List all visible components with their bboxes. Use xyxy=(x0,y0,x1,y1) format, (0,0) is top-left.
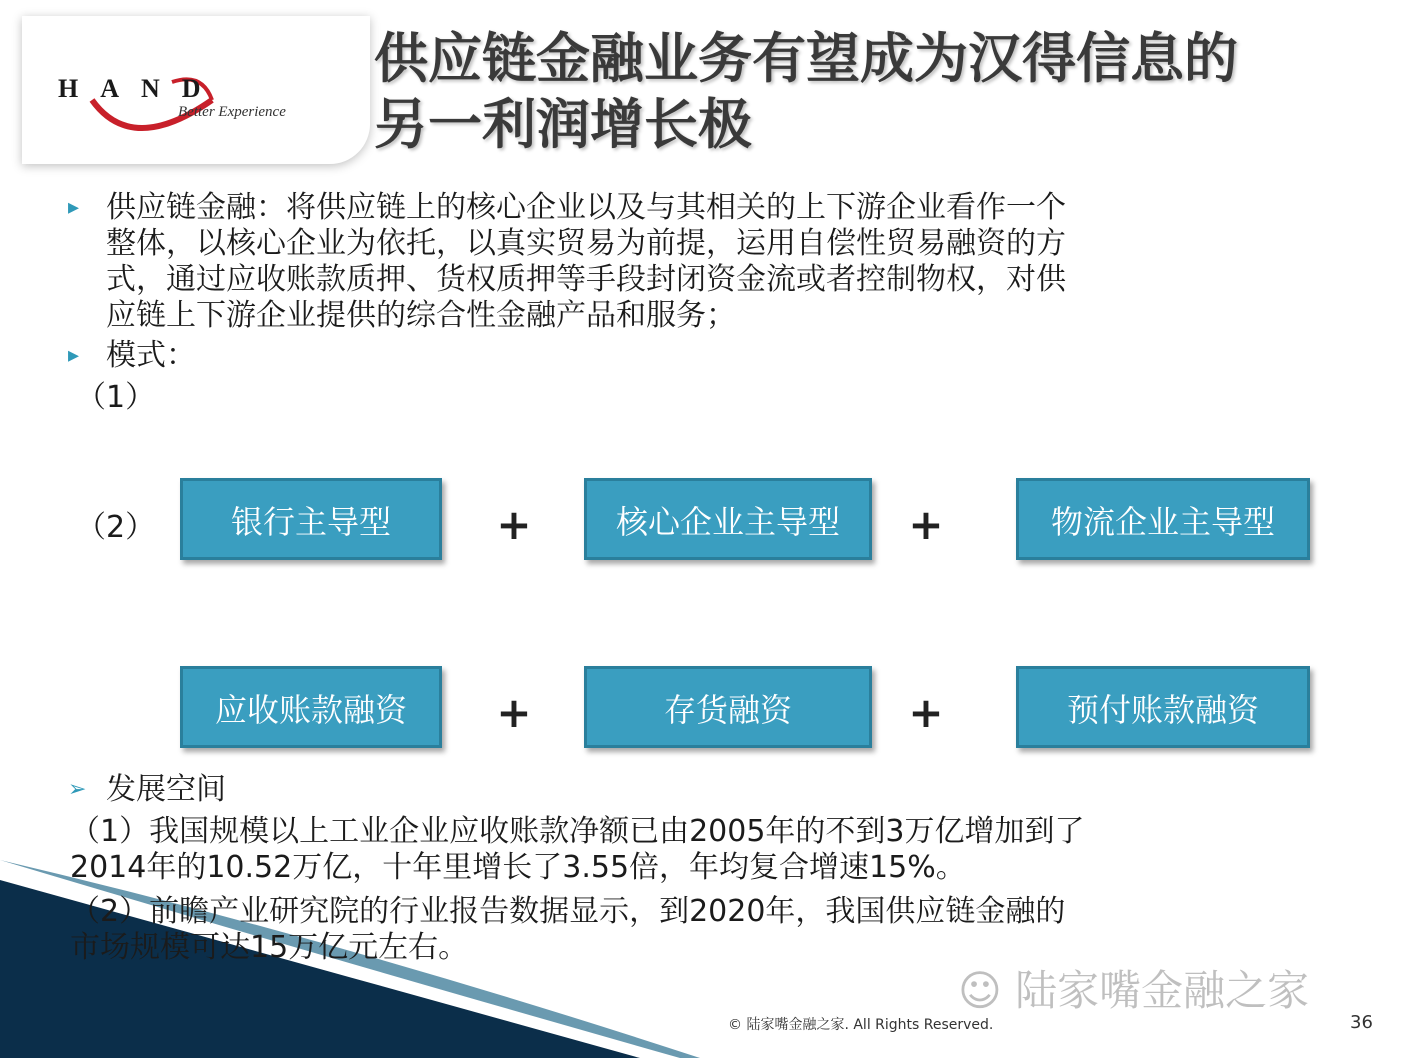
development-bullet xyxy=(68,772,226,808)
box-logistics-led: 物流企业主导型 xyxy=(1016,478,1310,560)
development-p1-line2: 2014年的10.52万亿，十年里增长了3.55倍，年均复合增速15%。 xyxy=(70,850,966,885)
development-p2-line2: 市场规模可达15万亿元左右。 xyxy=(70,930,469,965)
bullet-arrow-icon: ➢ xyxy=(68,777,87,802)
logo-tagline: Better Experience xyxy=(178,104,286,120)
development-p2-line1: （2）前瞻产业研究院的行业报告数据显示，到2020年，我国供应链金融的 xyxy=(70,894,1066,929)
watermark xyxy=(958,958,1309,1018)
development-p1-line1: （1）我国规模以上工业企业应收账款净额已由2005年的不到3万亿增加到了 xyxy=(70,814,1085,849)
plus-sign: + xyxy=(496,500,532,549)
box-bank-led: 银行主导型 xyxy=(180,478,442,560)
mode-bullet xyxy=(68,338,196,374)
mode-label: 模式： xyxy=(106,338,196,373)
title-line-2: 另一利润增长极 xyxy=(374,93,752,156)
mode-2-label: （2） xyxy=(76,510,156,545)
definition-line: 式，通过应收账款质押、货权质押等手段封闭资金流或者控制物权，对供 xyxy=(106,262,1066,297)
watermark-text: 陆家嘴金融之家 xyxy=(1015,966,1310,1015)
page-title xyxy=(374,26,1374,158)
logo-brand: HAND xyxy=(58,74,223,103)
page-number: 36 xyxy=(1350,1012,1373,1033)
definition-line: 整体，以核心企业为依托，以真实贸易为前提，运用自偿性贸易融资的方 xyxy=(106,226,1066,261)
title-line-1: 供应链金融业务有望成为汉得信息的 xyxy=(374,27,1238,90)
box-prepayment-financing: 预付账款融资 xyxy=(1016,666,1310,748)
copyright-text: © 陆家嘴金融之家. All Rights Reserved. xyxy=(728,1017,994,1033)
development-paragraph-1 xyxy=(70,814,1085,886)
plus-sign: + xyxy=(908,500,944,549)
box-receivables-financing: 应收账款融资 xyxy=(180,666,442,748)
logo-card xyxy=(22,16,370,164)
box-inventory-financing: 存货融资 xyxy=(584,666,872,748)
plus-sign: + xyxy=(908,688,944,737)
bullet-arrow-icon: ▸ xyxy=(68,343,80,368)
plus-sign: + xyxy=(496,688,532,737)
definition-line: 供应链金融：将供应链上的核心企业以及与其相关的上下游企业看作一个 xyxy=(106,190,1066,225)
definition-line: 应链上下游企业提供的综合性金融产品和服务； xyxy=(106,298,736,333)
definition-bullet xyxy=(68,190,1066,334)
mode-1-label: （1） xyxy=(76,380,156,415)
bullet-arrow-icon: ▸ xyxy=(68,195,80,220)
box-core-enterprise-led: 核心企业主导型 xyxy=(584,478,872,560)
development-label: 发展空间 xyxy=(106,772,226,807)
wechat-icon: ☺ xyxy=(958,966,1002,1015)
development-paragraph-2 xyxy=(70,894,1065,966)
